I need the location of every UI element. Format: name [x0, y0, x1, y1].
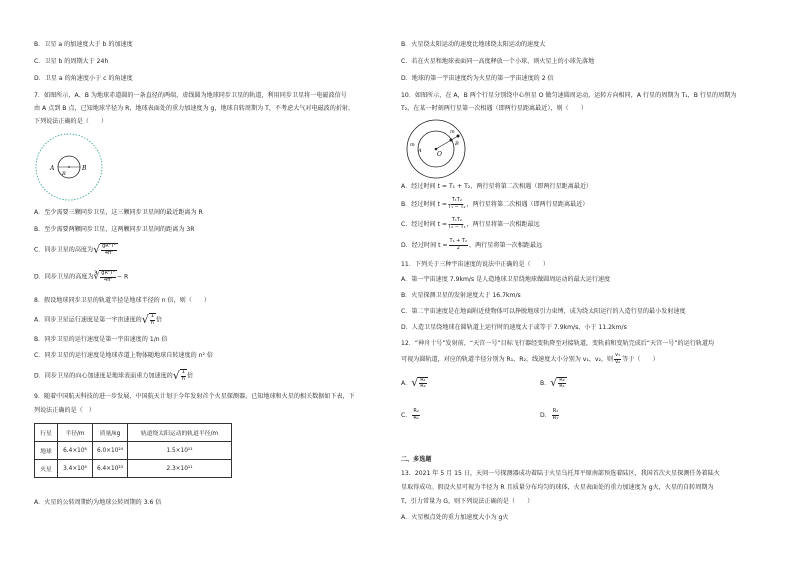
q7c-numerator: gR²T²: [102, 243, 116, 249]
q9-stem-line2: 列说法正确的是（ ）: [34, 407, 95, 414]
q8a-suffix: 倍: [155, 316, 163, 324]
q12-option-c-label: C．: [401, 412, 412, 419]
q7-stem-line2: 由 A 点到 B 点，已知地球半径为 R，地球表面处的重力加速度为 g，地球自转周期为 T，不考虑大气对电磁波的折射，: [34, 105, 355, 112]
q12c-denominator: R₁: [413, 414, 419, 421]
q10c-suffix: ，两行星将第一次相距最远: [466, 221, 540, 228]
q12a-formula: √ $\frac{\text{R₁}}{\text{R₂}}$: [411, 376, 426, 389]
table-cell: 2.3×10¹¹: [128, 460, 232, 478]
fig7-label-r: R: [62, 171, 66, 177]
q9-option-a: A．火星的公转周期约为地球公转周期的 3.6 倍: [34, 499, 162, 506]
q6-option-b: B．卫星 a 的加速度大于 b 的加速度: [34, 41, 133, 48]
q8-option-d: [34, 369, 193, 384]
q10c-denominator: T₂ − T₁: [448, 223, 466, 230]
q12d-fraction: [552, 409, 559, 421]
q7-option-b: B．至少需要两颗同步卫星，这两颗同步卫星间的距离为 3R: [34, 226, 195, 233]
planet-b-dot: [457, 135, 460, 138]
q12d-denominator: R₁: [552, 414, 559, 421]
q8d-denominator: n: [181, 375, 185, 382]
q7-stem-line1: 7．如图所示，A、B 为地球赤道圆的一条直径的两端，虚线圆为地球同步卫星的轨道，利用同步卫星将一电磁波信号: [34, 92, 347, 99]
q13-stem-line3: T，引力常量为 G，则下列说法正确的是（ ）: [401, 498, 534, 505]
q8-option-a-formula: √ $\frac{1}{n}$: [141, 312, 154, 326]
table-header-cell: 轨道绕太阳运动的轨道半径/m: [128, 424, 232, 442]
table-cell: 1.5×10¹¹: [128, 442, 232, 460]
q8-stem: 8．假设地球同步卫星的轨道半径是地球半径的 n 倍，则（ ）: [34, 297, 211, 304]
fig7-label-b: B: [82, 165, 87, 172]
table-row: [35, 442, 232, 460]
q7-stem-line3: 下列说法正确的是（ ）: [34, 118, 108, 125]
fig10-label-b: B: [455, 141, 459, 147]
q10-option-c: [401, 218, 540, 231]
q7-option-c-formula: √ $\frac{\text{gR²T²}}{\text{4π²}}$: [93, 242, 116, 256]
q10b-fraction: [448, 198, 466, 210]
table-header-row: [35, 424, 232, 442]
q7-option-a: A．至少需要三颗同步卫星，这三颗同步卫星间的最近距离为 R: [34, 209, 203, 216]
q10-option-b: [401, 198, 588, 211]
q12-stem-text: 可视为圆轨道，对应的轨道半径分别为 R₁、R₂，线速度大小分别为 v₁、v₂，则: [401, 356, 614, 363]
q12c-numerator: R₂: [413, 408, 419, 414]
q7d-minus-r: − R: [117, 273, 129, 281]
table-header-cell: 质量/kg: [93, 424, 128, 442]
q12-option-d-label: D．: [540, 412, 551, 419]
q7-option-d-formula: ∛ $\frac{\text{gR²T²}}{\text{4π²}}$: [93, 270, 116, 283]
q10-stem-line2: T₂，在某一时刻两行星第一次相遇（即两行星距离最近），则（ ）: [401, 105, 587, 112]
q10-option-d: [401, 239, 542, 252]
q12a-denominator: R₂: [420, 383, 426, 389]
table-cell: 6.4×10²³: [93, 460, 128, 478]
q8a-numerator: 1: [150, 313, 154, 319]
q10-option-b-label: B．经过时间 t =: [401, 201, 448, 208]
q10-figure: [404, 118, 468, 180]
q8d-suffix: 倍: [186, 372, 194, 380]
table-header-cell: 半径/m: [58, 424, 93, 442]
q12b-denominator: R₁: [559, 383, 565, 389]
q8-option-d-label: D．同步卫星的向心加速度是地球表面重力加速度的: [34, 372, 173, 380]
q12-stem-line1: 12．“神舟十号”发射前，“天宫一号”目标飞行器经变轨降至对接轨道，变轨前和变轨完成后“天宫一号”的运行轨道均: [401, 340, 715, 347]
q7d-denominator: 4π²: [104, 276, 113, 283]
fig10-label-o: O: [437, 151, 442, 158]
table-header-cell: 行星: [35, 424, 58, 442]
q10d-suffix: ，两行星将第一次相距最远: [469, 242, 543, 249]
q10-option-a: A．经过时间 t = T₁ + T₂，两行星将第二次相遇（即两行星距离最近）: [401, 183, 593, 190]
q10-option-c-label: C．经过时间 t =: [401, 221, 448, 228]
q8-option-b-label: B．同步卫星的运行速度是第一宇宙速度的: [34, 336, 148, 343]
q7-option-c-label: C．同步卫星的高度为: [34, 246, 94, 254]
q9-option-c: C．若在火星和地球表面同一高度释放一个小球，则火星上的小球先落地: [401, 58, 595, 65]
q10c-numerator: T₁T₂: [451, 217, 462, 223]
table-row: [35, 460, 232, 478]
q12-option-d: [540, 408, 560, 423]
q8b-suffix: 倍: [161, 336, 168, 343]
q8-option-c: C．同步卫星的运行速度是地球赤道上物体随地球自转速度的 n² 倍: [34, 352, 213, 359]
q8b-fraction: 1/n: [149, 336, 160, 343]
q12b-formula: √ $\frac{\text{R₂}}{\text{R₁}}$: [550, 376, 565, 389]
q7-figure: [34, 132, 104, 202]
q11-option-a: A．第一宇宙速度 7.9km/s 是人造地球卫星绕地球做圆周运动的最大运行速度: [401, 276, 611, 283]
q10-option-d-label: D．经过时间 t =: [401, 242, 448, 249]
q11-stem: 11．下列关于三种宇宙速度的说法中正确的是（ ）: [401, 261, 549, 268]
q12-option-b-label: B．: [540, 380, 551, 387]
q10d-denominator: 2: [456, 244, 460, 251]
q13-stem-line1: 13．2021 年 5 月 15 日，天问一号探测器成功着陆于火星乌托邦平原南部预选着陆区，我国首次火星探测任务着陆火: [401, 470, 720, 477]
q12-option-a-label: A．: [401, 380, 412, 387]
q12-stem-suffix: 等于（ ）: [622, 356, 659, 363]
q10b-denominator: T₁ − T₂: [448, 203, 466, 210]
table-cell: 地球: [35, 442, 58, 460]
q13-stem-line2: 星取得成功。假设火星可视为半径为 R 且质量分布均匀的球体，火星表面处的重力加速度为 g火，火星的自转周期为: [401, 484, 714, 491]
section-heading-multiple-choice: 二、多选题: [401, 456, 432, 463]
q10b-numerator: T₁T₂: [451, 197, 462, 203]
table-cell: 3.4×10⁶: [58, 460, 93, 478]
q12-stem-line2: [401, 353, 659, 366]
planet-a-dot: [450, 139, 453, 142]
q12a-numerator: R₁: [420, 376, 426, 383]
q11-option-d: D．人造卫星绕地球在圆轨道上运行时的速度大于或等于 7.9km/s、小于 11.2km/s: [401, 324, 627, 331]
q12-option-b: [540, 376, 567, 391]
q7-option-c: [34, 243, 118, 258]
q8a-denominator: n: [150, 319, 154, 326]
q12b-numerator: R₂: [559, 376, 565, 383]
q10d-fraction: [449, 239, 469, 251]
q7-option-d: [34, 270, 128, 285]
q10c-fraction: [448, 218, 466, 230]
q12d-numerator: R₂: [552, 408, 559, 414]
q7c-denominator: 4π²: [104, 249, 114, 256]
q12-option-a: [401, 376, 428, 391]
fig7-label-a: A: [50, 165, 55, 172]
table-cell: 6.4×10⁶: [58, 442, 93, 460]
q12c-fraction: [412, 409, 419, 421]
q11-option-c: C．第二宇宙速度是在地面附近使物体可以挣脱地球引力束缚，成为绕太阳运行的人造行星的最小发射速度: [401, 308, 686, 315]
fig10-label-a: A: [418, 148, 422, 154]
q8d-numerator: 1: [181, 369, 185, 375]
q10d-numerator: T₁ + T₂: [449, 238, 468, 244]
q12-ratio-fraction: [614, 353, 621, 365]
q8-option-d-formula: √ $\frac{1}{n}$: [172, 368, 185, 382]
q9-option-b: B．火星绕太阳运动的速度比地球绕太阳运动的速度大: [401, 41, 546, 48]
q12-option-c: [401, 408, 421, 423]
fig10-label-mb: m: [450, 129, 455, 135]
table-cell: 火星: [35, 460, 58, 478]
q10b-suffix: ，两行星将第二次相遇（即两行星距离最近）: [466, 201, 589, 208]
fig10-label-ma: m: [410, 142, 415, 148]
q13-option-a: A．火星极点处的重力加速度大小为 g火: [401, 514, 509, 521]
q7-option-d-label: D．同步卫星的高度为: [34, 273, 94, 281]
q9-stem-line1: 9．随着中国航天科技的进一步发展，中国航天计划于今年发射首个火星探测器。已知地球和火星的相关数据如下表，下: [34, 393, 355, 400]
q6-option-c: C．卫星 b 的周期大于 24h: [34, 58, 109, 65]
q6-option-d: D．卫星 a 的角速度小于 c 的角速度: [34, 75, 133, 82]
q8-option-b: [34, 336, 168, 344]
q8-option-a-label: A．同步卫星运行速度是第一宇宙速度的: [34, 316, 142, 324]
q12-ratio-numerator: v₁: [615, 352, 621, 358]
planet-data-table: [34, 423, 232, 478]
q8-option-a: [34, 313, 162, 328]
q11-option-b: B．火星探测卫星的发射速度大于 16.7km/s: [401, 292, 521, 299]
earth-center-dot: [68, 166, 70, 168]
table-cell: 6.0×10²⁴: [93, 442, 128, 460]
q9-option-d: D．地球的第一宇宙速度约为火星的第一宇宙速度的 2 倍: [401, 75, 554, 82]
q10-stem-line1: 10．如图所示，在 A，B 两个行星分别绕中心恒星 O 做匀速圆周运动，运转方向相同，A 行星的周期为 T₁，B 行星的周期为: [401, 92, 737, 99]
q7d-numerator: gR²T²: [101, 270, 116, 276]
q12-ratio-denominator: v₂: [615, 358, 621, 365]
